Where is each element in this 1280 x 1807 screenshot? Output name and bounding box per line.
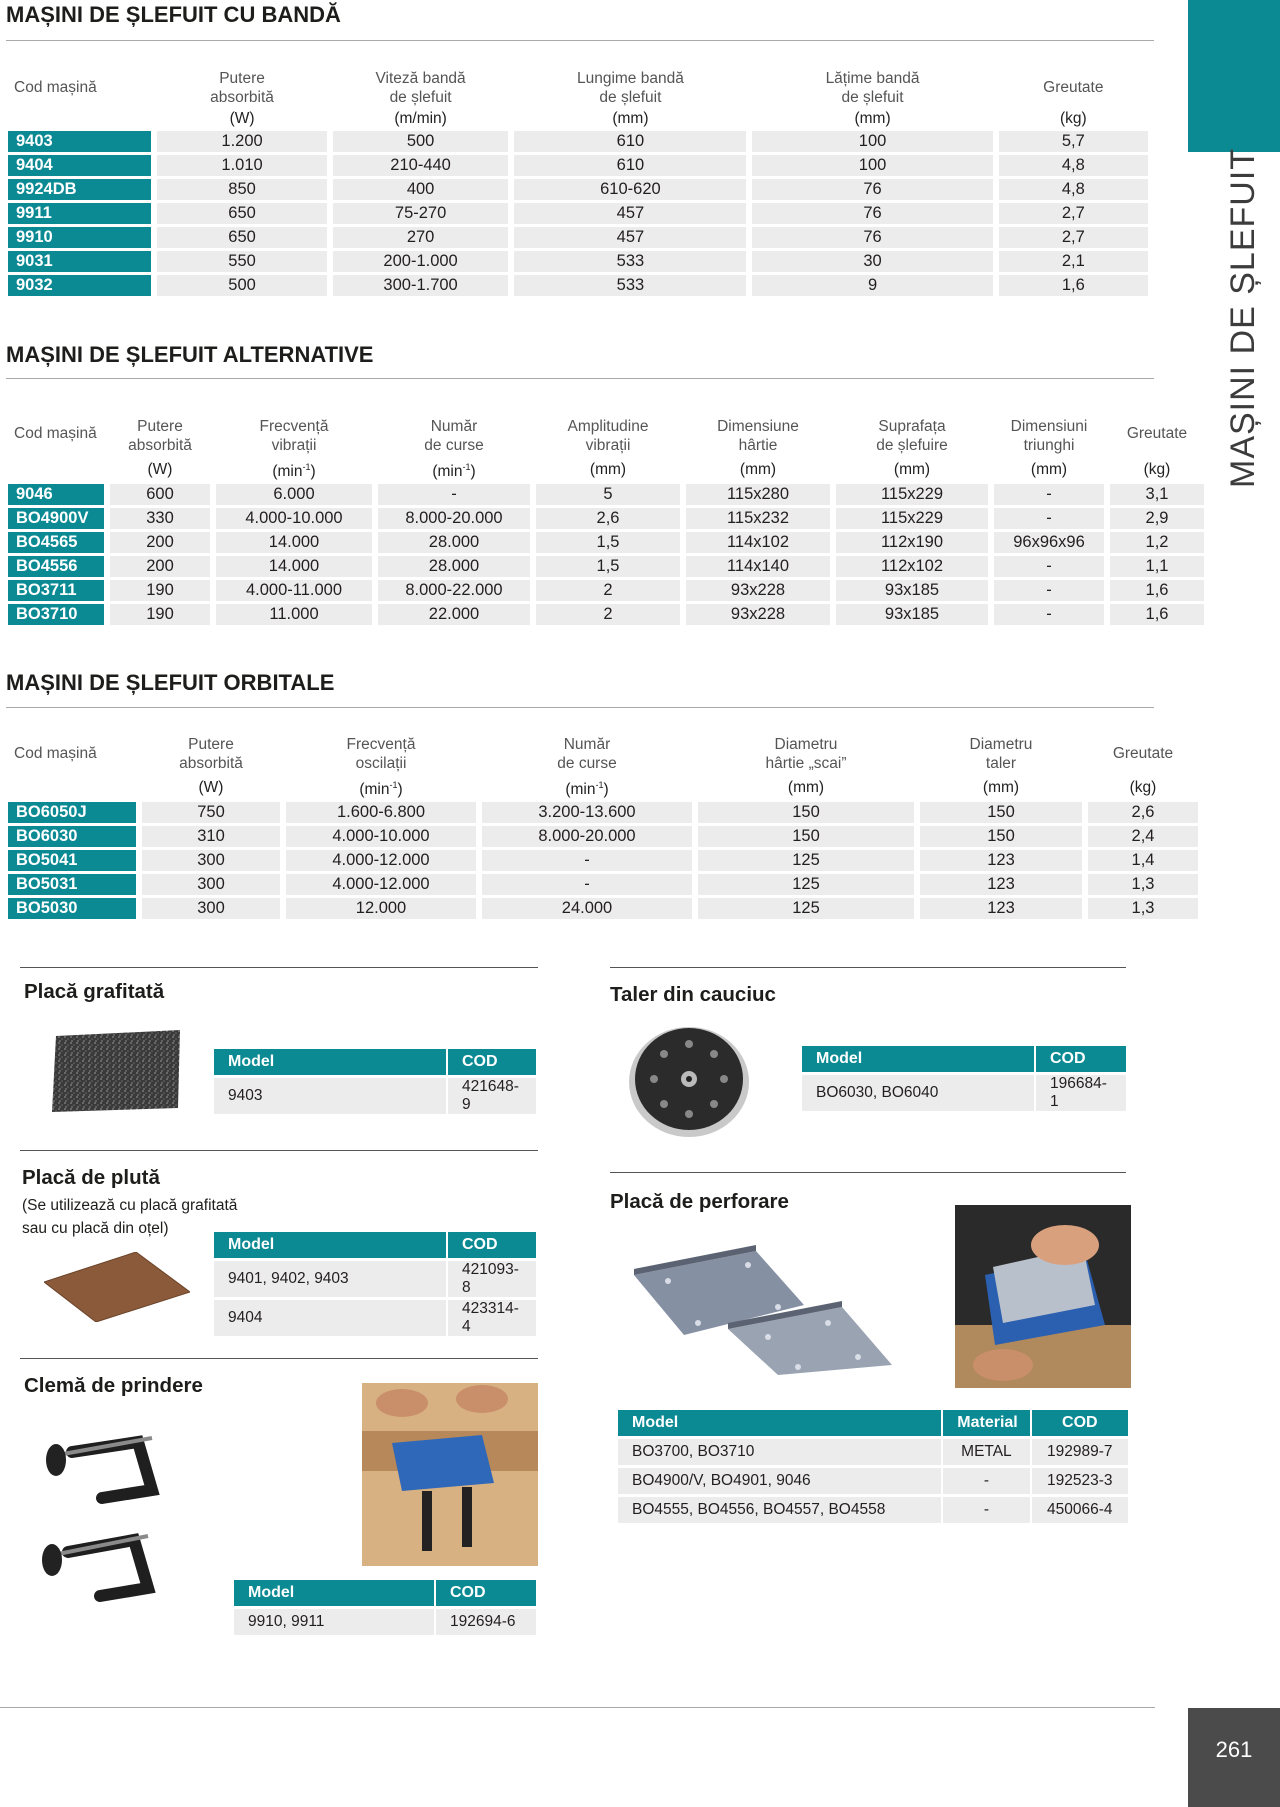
table-cell: 3,1 xyxy=(1110,484,1204,505)
table-row xyxy=(8,227,1148,248)
column-header: Diametru taler xyxy=(969,736,1033,772)
table-cell: 1,3 xyxy=(1088,898,1198,919)
table-row xyxy=(234,1609,536,1635)
table-cell: 28.000 xyxy=(378,556,530,577)
table-cell: 1.600-6.800 xyxy=(286,802,476,823)
table-cell: 550 xyxy=(157,251,327,272)
table-cell: 11.000 xyxy=(216,604,372,625)
orbital-sanders-table xyxy=(2,722,1204,922)
clamp-title: Clemă de prindere xyxy=(24,1374,203,1397)
table-cell: 270 xyxy=(333,227,509,248)
divider xyxy=(6,378,1154,379)
unit-cell: (mm) xyxy=(612,110,649,127)
table-cell: 93x228 xyxy=(686,580,830,601)
table-cell: 200 xyxy=(110,532,210,553)
rubber-pad-image xyxy=(626,1022,752,1138)
column-header: Greutate xyxy=(1043,78,1104,96)
column-header: Model xyxy=(802,1046,1034,1072)
table-row xyxy=(214,1078,536,1114)
column-header: Număr de curse xyxy=(557,736,617,772)
table-cell: 4,8 xyxy=(999,155,1148,176)
table-cell: 3.200-13.600 xyxy=(482,802,692,823)
table-cell: 1,2 xyxy=(1110,532,1204,553)
machine-code: 9046 xyxy=(8,484,104,505)
table-cell: 2,6 xyxy=(536,508,680,529)
table-cell: BO3700, BO3710 xyxy=(618,1439,941,1465)
table-cell: 2 xyxy=(536,580,680,601)
table-cell: 650 xyxy=(157,203,327,224)
table-cell: 8.000-20.000 xyxy=(378,508,530,529)
cork-plate-note: (Se utilizează cu placă grafitată sau cu placă din oțel) xyxy=(22,1197,238,1237)
table-cell: BO4900/V, BO4901, 9046 xyxy=(618,1468,941,1494)
machine-code: BO4900V xyxy=(8,508,104,529)
column-header: Viteză bandă de șlefuit xyxy=(375,70,466,106)
table-cell: 423314-4 xyxy=(448,1300,536,1336)
table-cell: 610 xyxy=(514,131,746,152)
column-header: Dimensiuni triunghi xyxy=(1010,418,1088,454)
table-cell: 2,7 xyxy=(999,203,1148,224)
table-row xyxy=(214,1261,536,1297)
table-row xyxy=(8,874,1198,895)
header-row xyxy=(8,725,1198,773)
unit-cell: (W) xyxy=(229,110,255,127)
graphite-plate-table xyxy=(212,1046,538,1117)
column-header: Model xyxy=(214,1232,446,1258)
table-cell: 300-1.700 xyxy=(333,275,509,296)
divider xyxy=(6,707,1154,708)
table-cell: 1,4 xyxy=(1088,850,1198,871)
column-header: COD xyxy=(1032,1410,1128,1436)
column-header: Lungime bandă de șlefuit xyxy=(576,70,684,106)
unit-cell: (kg) xyxy=(1129,778,1157,796)
column-header: Cod mașină xyxy=(14,424,97,442)
table-cell: 115x280 xyxy=(686,484,830,505)
column-header: Greutate xyxy=(1112,744,1174,762)
section-side-label: MAȘINI DE ȘLEFUIT xyxy=(1224,147,1262,488)
table-cell: 125 xyxy=(698,874,914,895)
table-cell: 150 xyxy=(920,826,1082,847)
table-cell: 200 xyxy=(110,556,210,577)
table-cell: 850 xyxy=(157,179,327,200)
machine-code: 9403 xyxy=(8,131,151,152)
band-sanders-title: MAȘINI DE ȘLEFUIT CU BANDĂ xyxy=(6,2,341,27)
table-cell: 500 xyxy=(333,131,509,152)
divider xyxy=(20,967,538,968)
table-cell: 1.200 xyxy=(157,131,327,152)
table-cell: BO4555, BO4556, BO4557, BO4558 xyxy=(618,1497,941,1523)
unit-cell: (mm) xyxy=(854,110,891,127)
table-cell: 96x96x96 xyxy=(994,532,1104,553)
table-cell: 93x228 xyxy=(686,604,830,625)
column-header: Dimensiune hârtie xyxy=(717,418,799,454)
unit-cell: (kg) xyxy=(1059,110,1087,127)
table-cell: 22.000 xyxy=(378,604,530,625)
footer-divider xyxy=(0,1707,1155,1708)
column-header: Frecvență vibrații xyxy=(259,418,329,454)
table-cell: 123 xyxy=(920,874,1082,895)
machine-code: BO5030 xyxy=(8,898,136,919)
unit-cell: $(\min^{-1})$ xyxy=(272,462,316,481)
column-header: Amplitudine vibrații xyxy=(567,418,649,454)
table-cell: 300 xyxy=(142,898,280,919)
table-cell: - xyxy=(994,508,1104,529)
table-cell: 457 xyxy=(514,203,746,224)
machine-code: BO4565 xyxy=(8,532,104,553)
unit-cell xyxy=(8,776,136,799)
machine-code: 9031 xyxy=(8,251,151,272)
table-cell: 190 xyxy=(110,604,210,625)
table-row xyxy=(8,251,1148,272)
table-cell: 533 xyxy=(514,275,746,296)
table-cell: 421648-9 xyxy=(448,1078,536,1114)
table-cell: 115x229 xyxy=(836,484,988,505)
header-row xyxy=(8,59,1148,107)
table-row xyxy=(618,1468,1128,1494)
table-cell: 4.000-10.000 xyxy=(286,826,476,847)
table-cell: 1.010 xyxy=(157,155,327,176)
column-header: Putere absorbită xyxy=(210,70,274,106)
column-header: COD xyxy=(448,1232,536,1258)
clamp-photo xyxy=(362,1383,538,1566)
header-row xyxy=(802,1046,1126,1072)
punch-plate-image xyxy=(628,1245,900,1375)
graphite-plate-title: Placă grafitată xyxy=(24,980,165,1003)
graphite-plate-image xyxy=(52,1030,182,1112)
table-cell: 115x229 xyxy=(836,508,988,529)
table-cell: 114x140 xyxy=(686,556,830,577)
divider xyxy=(20,1150,538,1151)
column-header: Greutate xyxy=(1126,424,1188,442)
column-header: Model xyxy=(234,1580,434,1606)
unit-cell: (W) xyxy=(198,778,224,796)
table-cell: 300 xyxy=(142,850,280,871)
table-cell: 14.000 xyxy=(216,556,372,577)
units-row xyxy=(8,458,1204,481)
table-cell: 1,5 xyxy=(536,556,680,577)
column-header: Cod mașină xyxy=(14,78,97,96)
clamp-image xyxy=(42,1420,222,1622)
unit-cell: (mm) xyxy=(589,460,627,478)
table-cell: 200-1.000 xyxy=(333,251,509,272)
table-row xyxy=(8,508,1204,529)
unit-cell: (mm) xyxy=(982,778,1020,796)
column-header: Lățime bandă de șlefuit xyxy=(825,70,920,106)
table-cell: 330 xyxy=(110,508,210,529)
page-number: 261 xyxy=(1188,1708,1280,1807)
table-cell: - xyxy=(994,484,1104,505)
table-cell: - xyxy=(482,850,692,871)
table-row xyxy=(8,532,1204,553)
table-cell: 115x232 xyxy=(686,508,830,529)
table-cell: 125 xyxy=(698,898,914,919)
unit-cell: $(\min^{-1})$ xyxy=(432,462,476,481)
table-cell: 24.000 xyxy=(482,898,692,919)
unit-cell: (kg) xyxy=(1143,460,1171,478)
table-cell: 310 xyxy=(142,826,280,847)
divider xyxy=(610,1172,1126,1173)
machine-code: BO5031 xyxy=(8,874,136,895)
table-cell: 1,6 xyxy=(1110,604,1204,625)
header-row xyxy=(214,1049,536,1075)
table-cell: - xyxy=(943,1497,1029,1523)
table-cell: 8.000-20.000 xyxy=(482,826,692,847)
table-row xyxy=(8,850,1198,871)
table-cell: 650 xyxy=(157,227,327,248)
divider xyxy=(6,40,1154,41)
table-row xyxy=(8,556,1204,577)
unit-cell: (mm) xyxy=(739,460,777,478)
table-cell: 76 xyxy=(752,203,992,224)
table-row xyxy=(8,826,1198,847)
table-cell: 1,6 xyxy=(1110,580,1204,601)
table-cell: 300 xyxy=(142,874,280,895)
column-header: COD xyxy=(436,1580,536,1606)
unit-cell: (m/min) xyxy=(394,110,447,127)
table-cell: 1,3 xyxy=(1088,874,1198,895)
table-cell: 123 xyxy=(920,898,1082,919)
table-cell: 2,6 xyxy=(1088,802,1198,823)
machine-code: BO6050J xyxy=(8,802,136,823)
machine-code: BO3711 xyxy=(8,580,104,601)
table-cell: 500 xyxy=(157,275,327,296)
table-row xyxy=(8,604,1204,625)
units-row xyxy=(8,110,1148,128)
column-header: Diametru hârtie „scai” xyxy=(765,736,847,772)
column-header: Model xyxy=(214,1049,446,1075)
table-cell: 4.000-12.000 xyxy=(286,850,476,871)
table-cell: 192694-6 xyxy=(436,1609,536,1635)
unit-cell xyxy=(8,110,151,128)
table-cell: 2,1 xyxy=(999,251,1148,272)
machine-code: BO5041 xyxy=(8,850,136,871)
machine-code: BO6030 xyxy=(8,826,136,847)
unit-cell: (mm) xyxy=(893,460,931,478)
table-cell: 93x185 xyxy=(836,604,988,625)
unit-cell: $(\min^{-1})$ xyxy=(359,780,403,799)
table-cell: 421093-8 xyxy=(448,1261,536,1297)
cork-plate-title: Placă de plută xyxy=(22,1166,160,1189)
table-cell: 4.000-10.000 xyxy=(216,508,372,529)
cork-plate-table xyxy=(212,1229,538,1339)
machine-code: 9404 xyxy=(8,155,151,176)
unit-cell: (mm) xyxy=(787,778,825,796)
table-cell: 76 xyxy=(752,227,992,248)
column-header: Suprafața de șlefuire xyxy=(876,418,948,454)
alternative-sanders-title: MAȘINI DE ȘLEFUIT ALTERNATIVE xyxy=(6,342,374,367)
column-header: COD xyxy=(448,1049,536,1075)
divider xyxy=(20,1358,538,1359)
column-header: Model xyxy=(618,1410,941,1436)
table-cell: 2,9 xyxy=(1110,508,1204,529)
table-cell: 457 xyxy=(514,227,746,248)
unit-cell: (mm) xyxy=(1030,460,1068,478)
table-cell: 30 xyxy=(752,251,992,272)
table-cell: 600 xyxy=(110,484,210,505)
table-row xyxy=(802,1075,1126,1111)
table-cell: 76 xyxy=(752,179,992,200)
header-row xyxy=(234,1580,536,1606)
table-cell: 6.000 xyxy=(216,484,372,505)
unit-cell xyxy=(8,458,104,481)
header-row xyxy=(214,1232,536,1258)
table-cell: 2,7 xyxy=(999,227,1148,248)
column-header: Material xyxy=(943,1410,1029,1436)
table-cell: 2 xyxy=(536,604,680,625)
units-row xyxy=(8,776,1198,799)
table-cell: 125 xyxy=(698,850,914,871)
table-cell: 400 xyxy=(333,179,509,200)
table-row xyxy=(8,203,1148,224)
clamp-table xyxy=(232,1577,538,1638)
table-row xyxy=(8,179,1148,200)
table-cell: 1,5 xyxy=(536,532,680,553)
column-header: Frecvență oscilații xyxy=(346,736,416,772)
table-cell: 4.000-11.000 xyxy=(216,580,372,601)
machine-code: 9032 xyxy=(8,275,151,296)
table-cell: 150 xyxy=(698,826,914,847)
table-row xyxy=(618,1497,1128,1523)
table-row xyxy=(8,898,1198,919)
machine-code: 9910 xyxy=(8,227,151,248)
table-cell: 9404 xyxy=(214,1300,446,1336)
table-cell: 196684-1 xyxy=(1036,1075,1126,1111)
table-cell: 1,1 xyxy=(1110,556,1204,577)
column-header: Putere absorbită xyxy=(128,418,192,454)
cork-plate-image xyxy=(44,1252,190,1322)
unit-cell: $(\min^{-1})$ xyxy=(565,780,609,799)
table-cell: 4.000-12.000 xyxy=(286,874,476,895)
table-cell: 9403 xyxy=(214,1078,446,1114)
table-cell: 150 xyxy=(698,802,914,823)
table-cell: - xyxy=(378,484,530,505)
column-header: Cod mașină xyxy=(14,744,97,762)
punch-plate-title: Placă de perforare xyxy=(610,1190,789,1213)
table-row xyxy=(8,802,1198,823)
table-cell: 192989-7 xyxy=(1032,1439,1128,1465)
table-cell: 9401, 9402, 9403 xyxy=(214,1261,446,1297)
section-color-tab xyxy=(1188,0,1280,152)
column-header: Putere absorbită xyxy=(179,736,243,772)
table-row xyxy=(8,275,1148,296)
table-cell: 93x185 xyxy=(836,580,988,601)
table-cell: 123 xyxy=(920,850,1082,871)
column-header: Număr de curse xyxy=(424,418,484,454)
alternative-sanders-table xyxy=(2,400,1210,628)
table-cell: 190 xyxy=(110,580,210,601)
table-cell: 533 xyxy=(514,251,746,272)
punch-plate-table xyxy=(616,1407,1130,1526)
machine-code: BO3710 xyxy=(8,604,104,625)
table-cell: - xyxy=(482,874,692,895)
table-cell: 450066-4 xyxy=(1032,1497,1128,1523)
table-cell: 8.000-22.000 xyxy=(378,580,530,601)
table-row xyxy=(8,131,1148,152)
band-sanders-table xyxy=(2,56,1154,299)
table-cell: METAL xyxy=(943,1439,1029,1465)
machine-code: 9911 xyxy=(8,203,151,224)
table-row xyxy=(8,580,1204,601)
table-cell: 4,8 xyxy=(999,179,1148,200)
table-row xyxy=(8,484,1204,505)
table-cell: 100 xyxy=(752,131,992,152)
table-cell: 28.000 xyxy=(378,532,530,553)
machine-code: BO4556 xyxy=(8,556,104,577)
table-cell: BO6030, BO6040 xyxy=(802,1075,1034,1111)
table-cell: - xyxy=(943,1468,1029,1494)
table-cell: - xyxy=(994,580,1104,601)
table-cell: 1,6 xyxy=(999,275,1148,296)
table-cell: 12.000 xyxy=(286,898,476,919)
table-cell: 5,7 xyxy=(999,131,1148,152)
table-row xyxy=(8,155,1148,176)
table-cell: 100 xyxy=(752,155,992,176)
table-cell: 5 xyxy=(536,484,680,505)
divider xyxy=(610,967,1126,968)
table-cell: 2,4 xyxy=(1088,826,1198,847)
table-cell: 210-440 xyxy=(333,155,509,176)
table-cell: 114x102 xyxy=(686,532,830,553)
table-cell: 750 xyxy=(142,802,280,823)
table-cell: 14.000 xyxy=(216,532,372,553)
header-row xyxy=(8,403,1204,455)
orbital-sanders-title: MAȘINI DE ȘLEFUIT ORBITALE xyxy=(6,670,335,695)
table-cell: 75-270 xyxy=(333,203,509,224)
table-cell: 9 xyxy=(752,275,992,296)
table-cell: 9910, 9911 xyxy=(234,1609,434,1635)
table-cell: - xyxy=(994,556,1104,577)
table-cell: 610-620 xyxy=(514,179,746,200)
table-row xyxy=(618,1439,1128,1465)
punch-plate-photo xyxy=(955,1205,1131,1388)
table-cell: 112x190 xyxy=(836,532,988,553)
table-cell: 150 xyxy=(920,802,1082,823)
unit-cell: (W) xyxy=(147,460,173,478)
table-cell: 112x102 xyxy=(836,556,988,577)
rubber-pad-table xyxy=(800,1043,1128,1114)
rubber-pad-title: Taler din cauciuc xyxy=(610,983,776,1006)
table-row xyxy=(214,1300,536,1336)
column-header: COD xyxy=(1036,1046,1126,1072)
table-cell: 610 xyxy=(514,155,746,176)
table-cell: 192523-3 xyxy=(1032,1468,1128,1494)
table-cell: - xyxy=(994,604,1104,625)
header-row xyxy=(618,1410,1128,1436)
machine-code: 9924DB xyxy=(8,179,151,200)
